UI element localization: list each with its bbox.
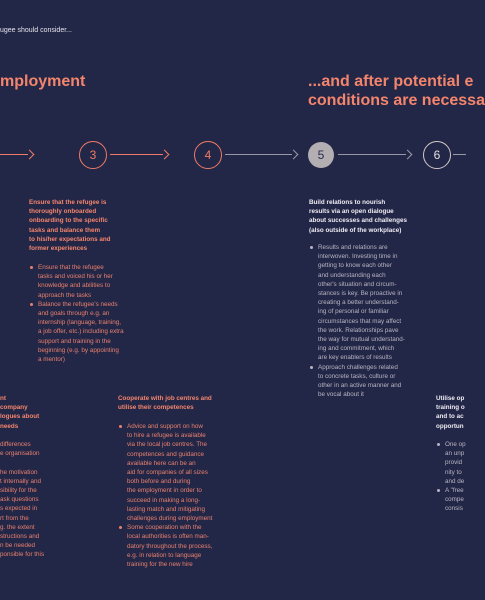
list-item: Approach challenges related to concrete tasks, culture or other in an active manner and be vocal about it — [309, 363, 459, 400]
step-3-body — [29, 263, 169, 364]
step-5-circle: 5 — [308, 142, 334, 168]
arrow-right-icon — [403, 150, 413, 160]
step-4-circle: 4 — [194, 141, 222, 169]
list-item: One op an unp provid nity to and de — [436, 440, 466, 486]
step-6-body — [436, 440, 466, 514]
timeline-connector — [453, 154, 466, 155]
step-6-title: Utilise op training o and to ac opportun — [436, 395, 465, 430]
left-column-body: differences e organisation he motivation t internally and sibility for the ask questions s expected in rt from the g. the extent structions and n be needed ponsible for this — [0, 441, 45, 559]
breadcrumb: ugee should consider... — [0, 27, 72, 34]
arrow-right-icon — [289, 150, 299, 160]
section-heading-right: ...and after potential e conditions are necessa — [308, 73, 485, 109]
list-item: Some cooperation with the local authorities is often man- datory throughout the process, e.g. in relation to language training for the new hire — [118, 523, 268, 569]
step-5-body — [309, 243, 459, 399]
list-item: Ensure that the refugee tasks and voiced his or her knowledge and abilities to approach the tasks — [29, 263, 169, 300]
arrow-right-icon — [160, 150, 170, 160]
step-3-circle: 3 — [79, 141, 107, 169]
step-4-title: Cooperate with job centres and utilise their competences — [118, 395, 212, 412]
timeline-connector — [110, 154, 163, 155]
list-item: A "free compe consis — [436, 486, 466, 514]
left-column-title: nt company logues about needs — [0, 395, 40, 430]
timeline-connector — [225, 154, 292, 155]
step-6-circle: 6 — [423, 141, 451, 169]
section-heading-left: mployment — [0, 73, 86, 90]
step-3-title: Ensure that the refugee is thoroughly onboarded onboarding to the specific tasks and balance them to his/her expectations and former experiences — [29, 199, 111, 253]
step-5-title: Build relations to nourish results via an open dialogue about successes and challenges (also outside of the workplace) — [309, 199, 407, 234]
step-4-body — [118, 422, 268, 569]
timeline-connector — [338, 154, 406, 155]
list-item: Balance the refugee's needs and goals through e.g. an internship (language, training, a job offer, etc.) including extra support and training in the beginning (e.g. by appointing a mentor) — [29, 300, 169, 364]
list-item: Advice and support on how to hire a refugee is available via the local job centres. The competences and guidance available here can be an aid for companies of all sizes both before and during the employment in order to succeed in making a long- lasting match and mitigating challenges during employment — [118, 422, 268, 523]
list-item: Results and relations are interwoven. Investing time in getting to know each other and understanding each other's situation and circum- stances is key. Be proactive in creating a better understand- ing of personal or familiar circumstances that may affect the work. Relationships pave the way for mutual understand- ing and commitment, which are key enablers of results — [309, 243, 459, 363]
arrow-right-icon — [25, 150, 35, 160]
